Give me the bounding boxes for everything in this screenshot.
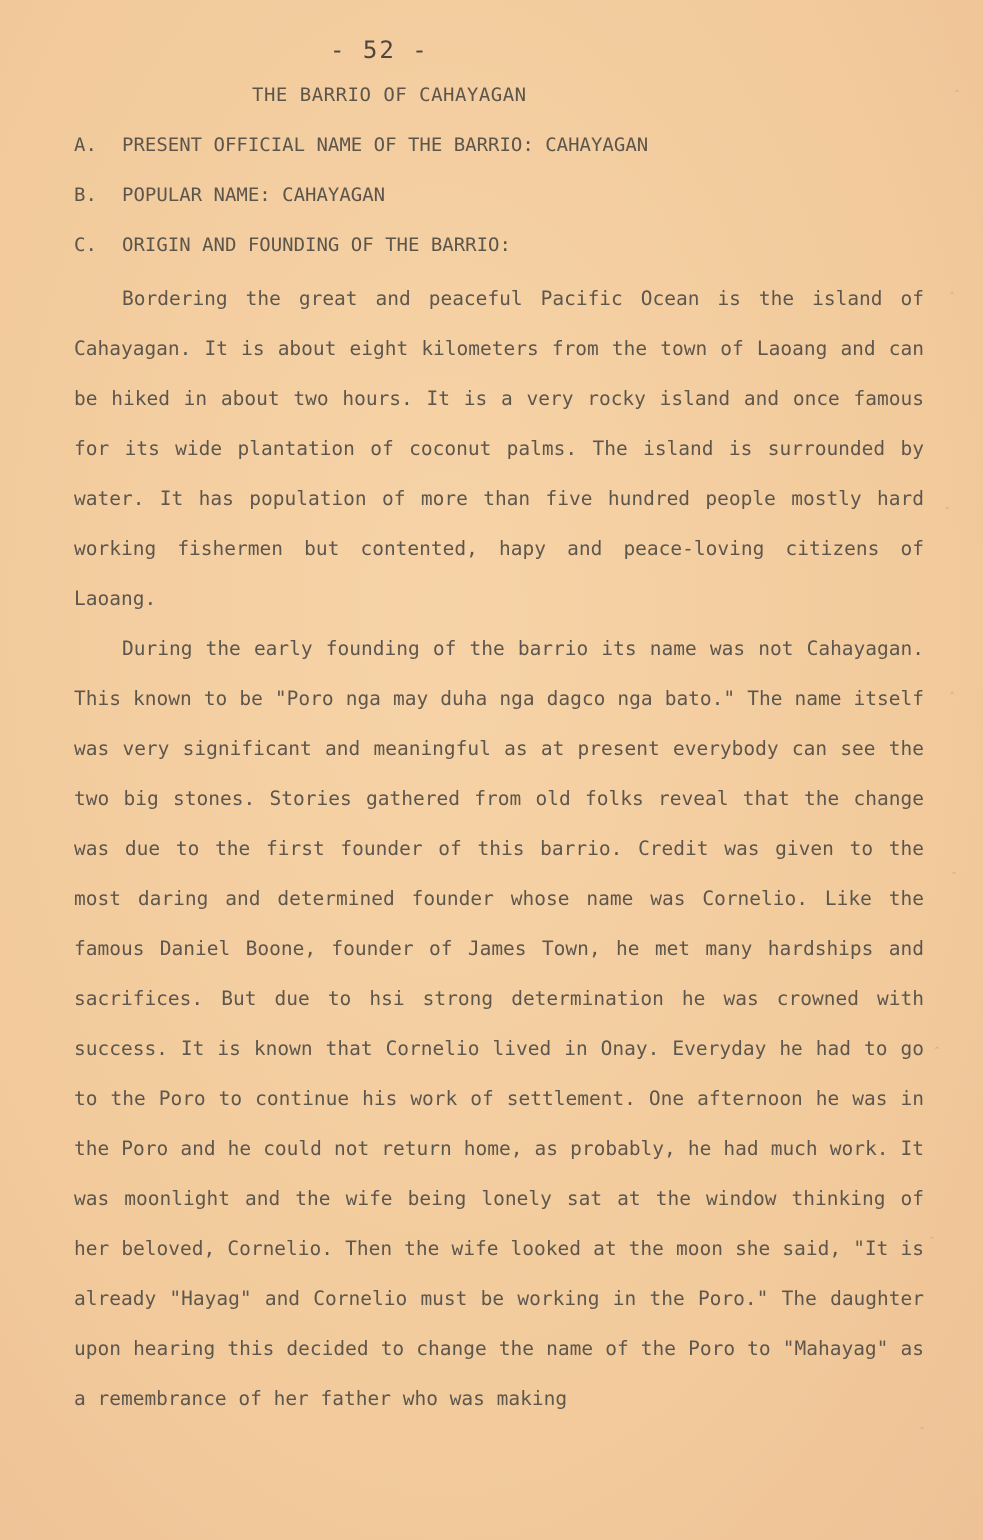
section-a-heading	[74, 134, 648, 156]
paper-mark: ‸	[945, 495, 950, 509]
section-a-text: PRESENT OFFICIAL NAME OF THE BARRIO: CAHAYAGAN	[122, 134, 649, 156]
paragraph-founding-text: During the early founding of the barrio its name was not Cahayagan. This known to be "Poro nga may duha nga dagco nga bato." The name itself was very significant and meaningful as at present everybody can see the two big stones. Stories gathered from old folks reveal that the change was due to the first founder of this barrio. Credit was given to the most daring and determined founder whose name was Cornelio. Like the famous Daniel Boone, founder of James Town, he met many hardships and sacrifices. But due to hsi strong determination he was crowned with success. It is known that Cornelio lived in Onay. Everyday he had to go to the Poro to continue his work of settlement. One afternoon he was in the Poro and he could not return home, as probably, he had much work. It was moonlight and the wife being lonely sat at the window thinking of her beloved, Cornelio. Then the wife looked at the moon she said, "It is already "Hayag" and Cornelio must be working in the Poro." The daughter upon hearing this decided to change the name of the Poro to "Mahayag" as a remembrance of her father who was making	[74, 637, 924, 1410]
section-b-text: POPULAR NAME: CAHAYAGAN	[122, 184, 386, 206]
paper-mark: ‸	[935, 1035, 940, 1049]
section-b-heading	[74, 184, 385, 206]
paper-mark: ‸	[930, 1225, 935, 1239]
section-c-letter: C.	[74, 234, 97, 256]
section-a-letter: A.	[74, 134, 97, 156]
section-b-letter: B.	[74, 184, 97, 206]
section-c-text: ORIGIN AND FOUNDING OF THE BARRIO:	[122, 234, 511, 256]
page-number: - 52 -	[330, 36, 429, 64]
document-title: THE BARRIO OF CAHAYAGAN	[252, 84, 527, 106]
paper-mark: ‸	[920, 1415, 925, 1429]
paper-mark: ‸	[952, 860, 957, 874]
paragraph-founding	[74, 624, 924, 1424]
paper-mark: ‸	[950, 680, 955, 694]
paper-mark: ‸	[955, 78, 960, 92]
paragraph-origin-text: Bordering the great and peaceful Pacific Ocean is the island of Cahayagan. It is about eight kilometers from the town of Laoang and can be hiked in about two hours. It is a very rocky island and once famous for its wide plantation of coconut palms. The island is surrounded by water. It has population of more than five hundred people mostly hard working fishermen but contented, hapy and peace-loving citizens of Laoang.	[74, 287, 924, 610]
paper-mark: ‸	[950, 280, 955, 294]
section-c-heading	[74, 234, 511, 256]
paragraph-origin	[74, 274, 924, 624]
